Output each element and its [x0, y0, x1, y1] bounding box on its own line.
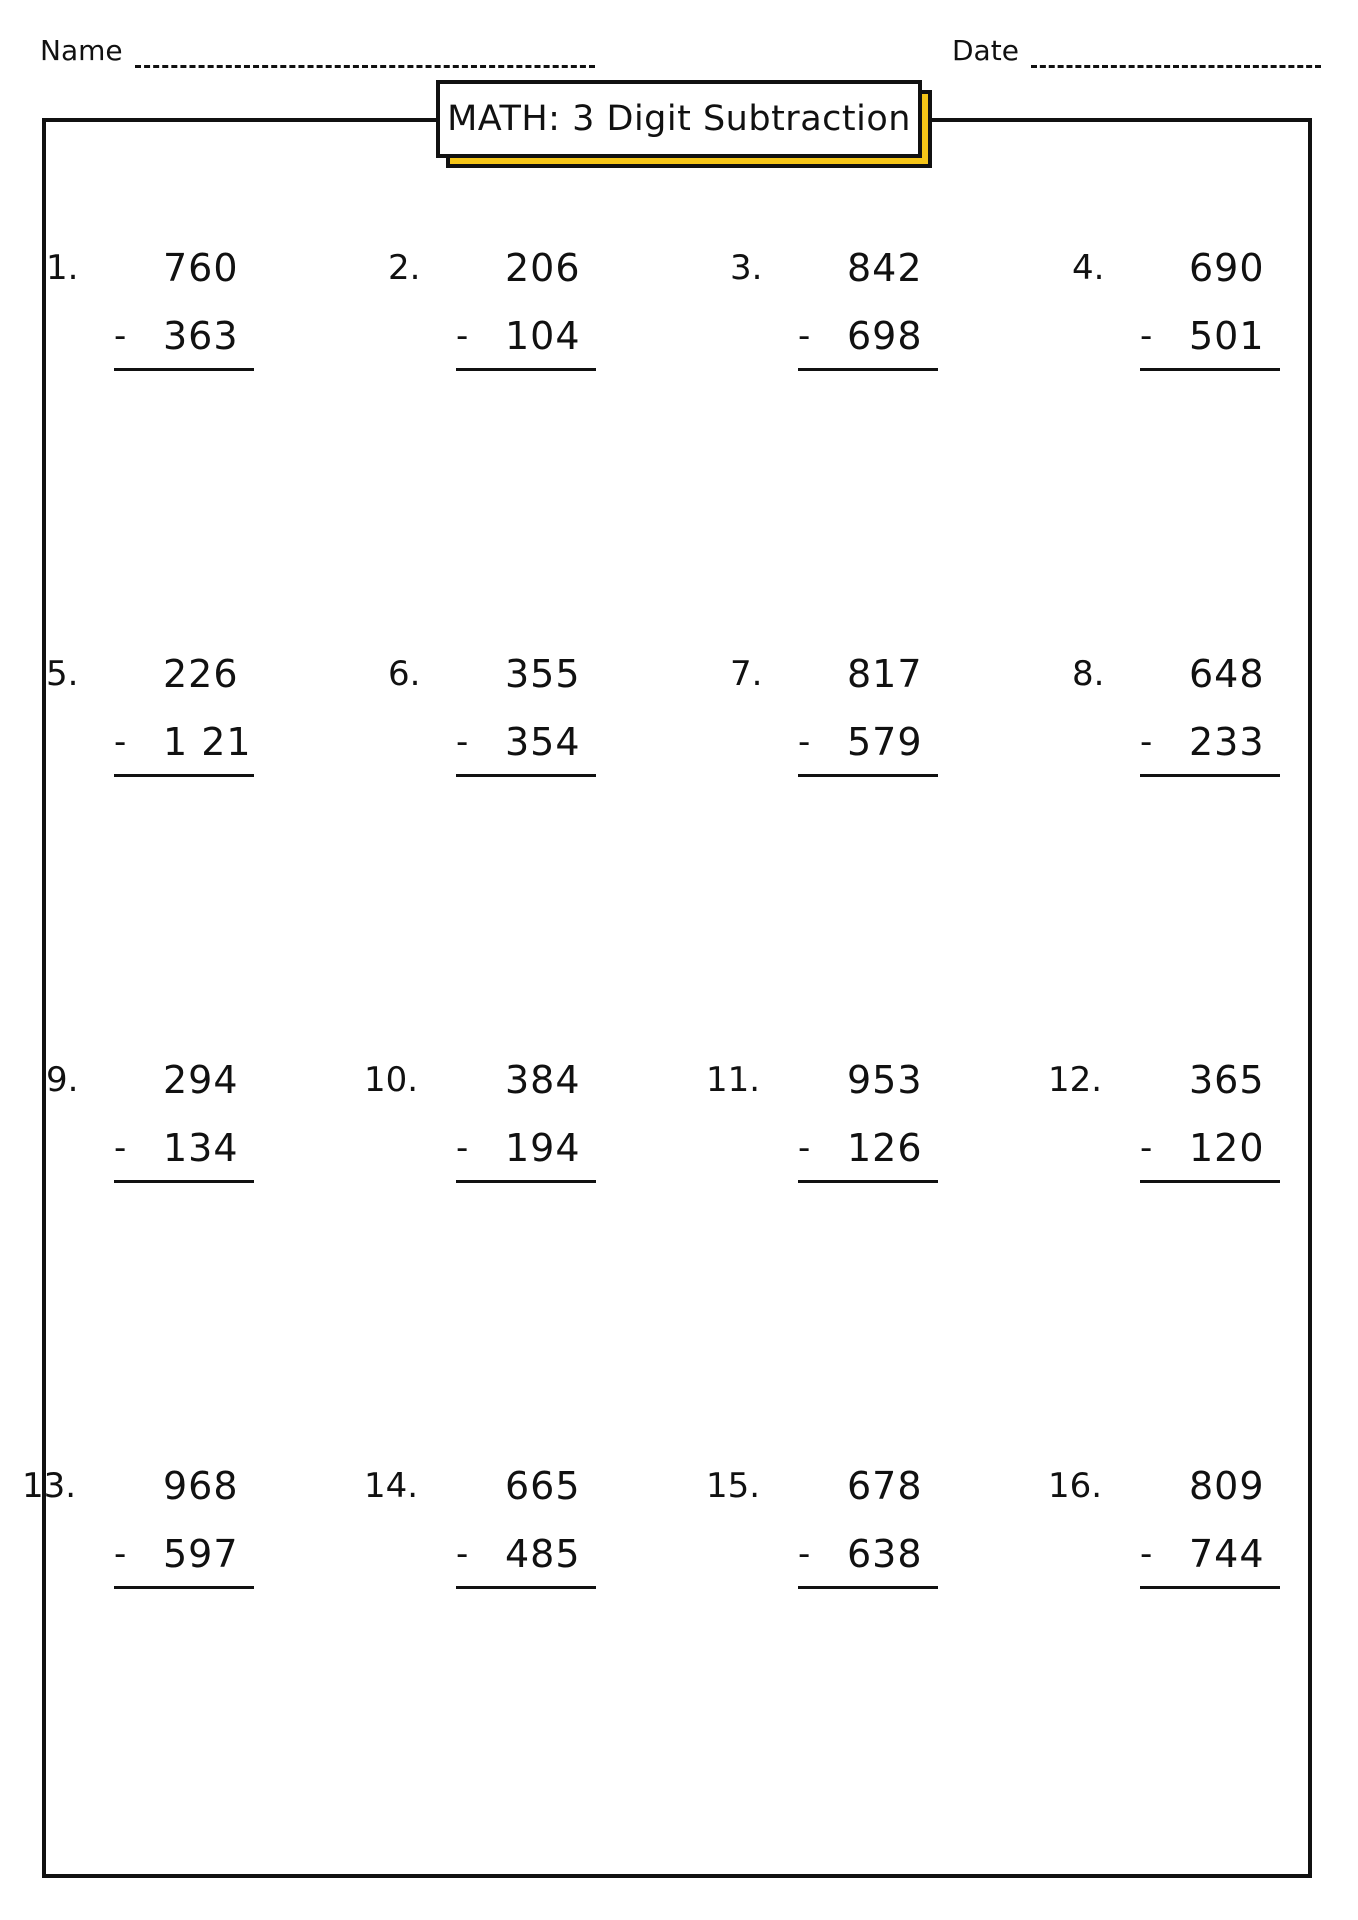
answer-line[interactable] — [114, 1586, 254, 1589]
subtrahend: 485 — [505, 1532, 581, 1576]
problem-number: 10. — [364, 1060, 419, 1100]
problem-number: 4. — [1072, 248, 1105, 288]
problem — [1048, 934, 1322, 1170]
subtrahend: 698 — [847, 314, 923, 358]
minus-sign: - — [456, 722, 469, 762]
answer-line[interactable] — [456, 1180, 596, 1183]
problem-number: 13. — [22, 1466, 77, 1506]
page-title: MATH: 3 Digit Subtraction — [436, 80, 922, 158]
subtrahend: 194 — [505, 1126, 581, 1170]
name-input-line[interactable] — [135, 43, 595, 68]
minus-sign: - — [1140, 1128, 1153, 1168]
answer-line[interactable] — [1140, 368, 1280, 371]
subtrahend: 744 — [1189, 1532, 1265, 1576]
answer-line[interactable] — [456, 368, 596, 371]
minus-sign: - — [798, 1534, 811, 1574]
minus-sign: - — [1140, 316, 1153, 356]
subtrahend: 134 — [163, 1126, 239, 1170]
answer-line[interactable] — [1140, 1180, 1280, 1183]
subtrahend: 126 — [847, 1126, 923, 1170]
minuend: 294 — [163, 1058, 239, 1102]
minus-sign: - — [114, 722, 127, 762]
problem — [46, 122, 296, 358]
minus-sign: - — [114, 1128, 127, 1168]
problem — [706, 1340, 980, 1576]
date-label: Date — [952, 34, 1019, 67]
problem-number: 11. — [706, 1060, 761, 1100]
answer-line[interactable] — [798, 368, 938, 371]
minus-sign: - — [1140, 1534, 1153, 1574]
problem — [730, 528, 980, 764]
problem — [46, 528, 296, 764]
problems-grid — [22, 122, 1308, 1874]
minus-sign: - — [798, 1128, 811, 1168]
problem — [46, 934, 296, 1170]
answer-line[interactable] — [798, 774, 938, 777]
problem-number: 16. — [1048, 1466, 1103, 1506]
minuend: 206 — [505, 246, 581, 290]
minuend: 665 — [505, 1464, 581, 1508]
problem — [388, 122, 638, 358]
minus-sign: - — [456, 1534, 469, 1574]
answer-line[interactable] — [1140, 774, 1280, 777]
minus-sign: - — [456, 1128, 469, 1168]
minuend: 355 — [505, 652, 581, 696]
minuend: 678 — [847, 1464, 923, 1508]
problem — [364, 1340, 638, 1576]
subtrahend: 354 — [505, 720, 581, 764]
minus-sign: - — [798, 316, 811, 356]
problem-number: 15. — [706, 1466, 761, 1506]
problem — [1048, 1340, 1322, 1576]
date-input-line[interactable] — [1031, 43, 1321, 68]
problem — [1072, 528, 1322, 764]
problem — [730, 122, 980, 358]
minuend: 226 — [163, 652, 239, 696]
answer-line[interactable] — [114, 1180, 254, 1183]
problem-number: 9. — [46, 1060, 79, 1100]
name-label: Name — [40, 34, 123, 67]
minuend: 384 — [505, 1058, 581, 1102]
name-field[interactable] — [40, 34, 595, 68]
minuend: 809 — [1189, 1464, 1265, 1508]
problem-number: 7. — [730, 654, 763, 694]
answer-line[interactable] — [114, 368, 254, 371]
answer-line[interactable] — [798, 1586, 938, 1589]
problem-number: 1. — [46, 248, 79, 288]
answer-line[interactable] — [456, 774, 596, 777]
problem — [22, 1340, 296, 1576]
minuend: 968 — [163, 1464, 239, 1508]
problem-number: 14. — [364, 1466, 419, 1506]
problem-number: 6. — [388, 654, 421, 694]
minus-sign: - — [1140, 722, 1153, 762]
date-field[interactable] — [952, 34, 1321, 68]
minus-sign: - — [456, 316, 469, 356]
problem-number: 3. — [730, 248, 763, 288]
minus-sign: - — [114, 316, 127, 356]
problem-number: 8. — [1072, 654, 1105, 694]
minuend: 365 — [1189, 1058, 1265, 1102]
minuend: 760 — [163, 246, 239, 290]
subtrahend: 597 — [163, 1532, 239, 1576]
minuend: 648 — [1189, 652, 1265, 696]
subtrahend: 363 — [163, 314, 239, 358]
minuend: 953 — [847, 1058, 923, 1102]
answer-line[interactable] — [1140, 1586, 1280, 1589]
problem — [1072, 122, 1322, 358]
subtrahend: 120 — [1189, 1126, 1265, 1170]
problem — [706, 934, 980, 1170]
problem — [364, 934, 638, 1170]
subtrahend: 579 — [847, 720, 923, 764]
minuend: 690 — [1189, 246, 1265, 290]
answer-line[interactable] — [114, 774, 254, 777]
minuend: 817 — [847, 652, 923, 696]
problem — [388, 528, 638, 764]
problem-number: 12. — [1048, 1060, 1103, 1100]
minuend: 842 — [847, 246, 923, 290]
subtrahend: 104 — [505, 314, 581, 358]
minus-sign: - — [114, 1534, 127, 1574]
answer-line[interactable] — [456, 1586, 596, 1589]
problem-number: 5. — [46, 654, 79, 694]
subtrahend: 1 21 — [163, 720, 252, 764]
answer-line[interactable] — [798, 1180, 938, 1183]
subtrahend: 501 — [1189, 314, 1265, 358]
subtrahend: 638 — [847, 1532, 923, 1576]
subtrahend: 233 — [1189, 720, 1265, 764]
problem-number: 2. — [388, 248, 421, 288]
minus-sign: - — [798, 722, 811, 762]
